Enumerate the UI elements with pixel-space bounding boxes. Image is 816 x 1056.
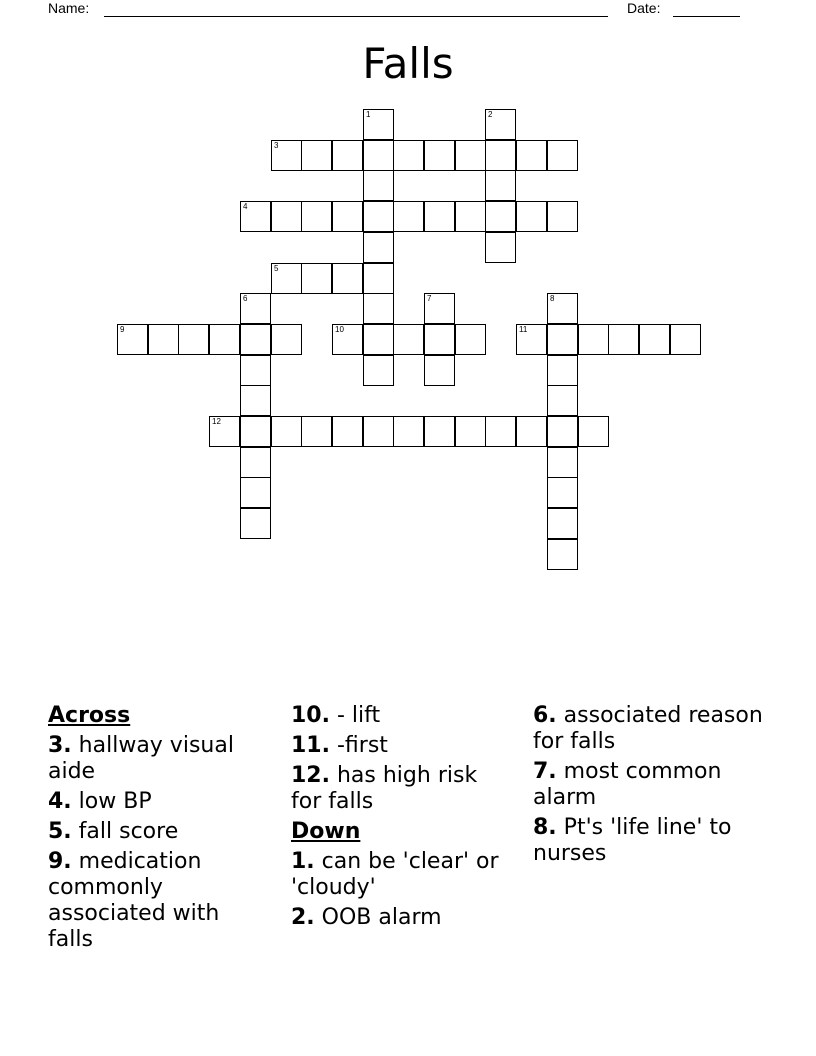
cell-number: 6 [243,294,248,303]
grid-cell[interactable] [547,508,578,539]
grid-cell[interactable] [363,109,394,140]
grid-cell[interactable] [271,201,302,232]
grid-cell[interactable] [178,324,209,355]
grid-cell[interactable] [393,416,424,447]
grid-cell[interactable] [393,324,424,355]
grid-cell[interactable] [240,477,271,508]
grid-cell[interactable] [455,201,486,232]
grid-cell[interactable] [363,293,394,324]
grid-cell[interactable] [363,263,394,294]
clue-across-5: 5. fall score [48,819,179,844]
cell-number: 7 [427,294,432,303]
grid-cell[interactable] [363,416,394,447]
grid-cell[interactable] [240,201,271,232]
grid-cell[interactable] [516,140,547,171]
grid-cell[interactable] [240,293,271,324]
grid-cell[interactable] [424,355,455,386]
clue-down-7: 7. most common alarm [533,759,722,810]
clue-across-10: 10. - lift [291,703,381,728]
grid-cell[interactable] [455,140,486,171]
grid-cell[interactable] [240,385,271,416]
grid-cell[interactable] [332,416,363,447]
grid-cell[interactable] [363,355,394,386]
grid-cell[interactable] [516,324,547,355]
grid-cell[interactable] [424,416,455,447]
grid-cell[interactable] [578,324,609,355]
clue-down-1: 1. can be 'clear' or 'cloudy' [291,849,499,900]
cell-number: 9 [120,325,125,334]
puzzle-title: Falls [362,39,454,88]
grid-cell[interactable] [363,232,394,263]
date-label: Date: [627,0,661,16]
cell-number: 5 [274,264,279,273]
grid-cell[interactable] [485,170,516,201]
grid-cell[interactable] [485,201,516,232]
grid-cell[interactable] [271,324,302,355]
clue-across-12: 12. has high risk for falls [291,763,478,814]
grid-cell[interactable] [363,170,394,201]
grid-cell[interactable] [301,201,332,232]
clue-down-2: 2. OOB alarm [291,905,442,930]
grid-cell[interactable] [240,508,271,539]
grid-cell[interactable] [547,293,578,324]
down-heading: Down [291,819,361,844]
grid-cell[interactable] [547,385,578,416]
grid-cell[interactable] [547,140,578,171]
grid-cell[interactable] [455,324,486,355]
cell-number: 2 [488,110,493,119]
clues-column-2 [291,703,511,935]
clue-down-8: 8. Pt's 'life line' to nurses [533,815,732,866]
grid-cell[interactable] [209,324,240,355]
cell-number: 8 [550,294,555,303]
clue-across-11: 11. -first [291,733,388,758]
grid-cell[interactable] [271,263,302,294]
cell-number: 3 [274,141,279,150]
grid-cell[interactable] [240,447,271,478]
grid-cell[interactable] [393,140,424,171]
grid-cell[interactable] [363,201,394,232]
clue-across-9: 9. medication commonly associated with falls [48,849,220,952]
cell-number: 4 [243,202,248,211]
grid-cell[interactable] [547,355,578,386]
name-label: Name: [48,0,90,16]
grid-cell[interactable] [301,140,332,171]
grid-cell[interactable] [547,324,578,355]
grid-cell[interactable] [271,140,302,171]
grid-cell[interactable] [301,263,332,294]
grid-cell[interactable] [455,416,486,447]
grid-cell[interactable] [332,324,363,355]
grid-cell[interactable] [148,324,179,355]
clues-column-1 [48,703,263,957]
grid-cell[interactable] [547,477,578,508]
grid-cell[interactable] [547,539,578,570]
grid-cell[interactable] [547,447,578,478]
grid-cell[interactable] [393,201,424,232]
grid-cell[interactable] [271,416,302,447]
grid-cell[interactable] [578,416,609,447]
grid-cell[interactable] [363,324,394,355]
grid-cell[interactable] [209,416,240,447]
grid-cell[interactable] [516,201,547,232]
grid-cell[interactable] [485,416,516,447]
grid-cell[interactable] [485,232,516,263]
clues-column-3 [533,703,773,871]
grid-cell[interactable] [516,416,547,447]
grid-cell[interactable] [240,416,271,447]
grid-cell[interactable] [485,140,516,171]
cell-number: 10 [335,325,344,334]
grid-cell[interactable] [670,324,701,355]
clue-across-3: 3. hallway visual aide [48,733,234,784]
cell-number: 1 [366,110,371,119]
grid-cell[interactable] [424,293,455,324]
clue-down-6: 6. associated reason for falls [533,703,763,754]
across-heading: Across [48,703,131,728]
grid-cell[interactable] [363,140,394,171]
grid-cell[interactable] [424,324,455,355]
grid-cell[interactable] [424,140,455,171]
grid-cell[interactable] [332,201,363,232]
grid-cell[interactable] [301,416,332,447]
grid-cell[interactable] [424,201,455,232]
grid-cell[interactable] [332,140,363,171]
grid-cell[interactable] [547,416,578,447]
cell-number: 12 [212,417,221,426]
grid-cell[interactable] [332,263,363,294]
clue-across-4: 4. low BP [48,789,152,814]
grid-cell[interactable] [547,201,578,232]
cell-number: 11 [519,325,528,334]
grid-cell[interactable] [240,324,271,355]
grid-cell[interactable] [639,324,670,355]
grid-cell[interactable] [608,324,639,355]
grid-cell[interactable] [240,355,271,386]
grid-cell[interactable] [485,109,516,140]
grid-cell[interactable] [117,324,148,355]
